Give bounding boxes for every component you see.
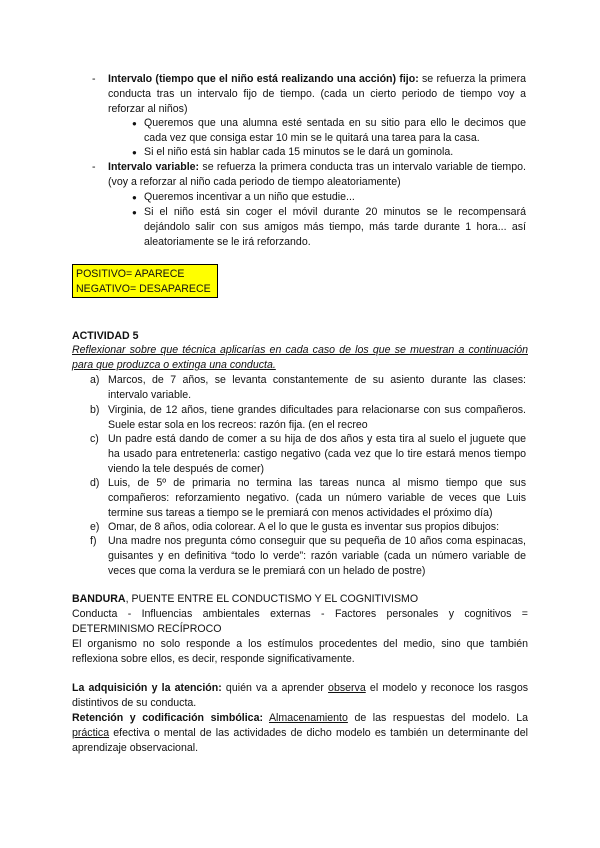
activity-item: Luis, de 5º de primaria no termina las tareas nunca al mismo tiempo que sus compañeros: reforzamiento negativo. (cada un número variable de veces que Luis termine sus tareas a tiempo se le premiará con menos actividades el próximo día) xyxy=(108,477,526,519)
dash-bullet: - xyxy=(92,161,96,173)
item-label: b) xyxy=(90,404,100,416)
dash-bullet: - xyxy=(92,73,96,85)
sub-item: Queremos que una alumna esté sentada en su sitio para ello le decimos que cada vez que consiga estar 10 min se le quitará una tarea para la casa. xyxy=(144,117,526,144)
highlight-box xyxy=(72,264,218,298)
bandura-name: BANDURA xyxy=(72,593,126,605)
retencion-text-end: efectiva o mental de las actividades de dicho modelo es también un determinante del aprendizaje observacional. xyxy=(72,726,528,754)
bullet-text: se refuerza la primera conducta tras un intervalo fijo de tiempo. (cada un cierto periodo de tiempo voy a reforzar al niños) xyxy=(108,73,526,115)
box-line-positivo: POSITIVO= APARECE xyxy=(76,268,185,280)
dot-bullet: ● xyxy=(132,148,137,157)
bandura-determinismo: Conducta - Influencias ambientales externas - Factores personales y cognitivos = DETERMINISMO RECÍPROCO xyxy=(72,608,528,635)
bandura-heading xyxy=(72,592,528,607)
adquisicion-text-end: el modelo y reconoce los rasgos distintivos de su conducta. xyxy=(72,682,529,709)
item-label: a) xyxy=(90,374,100,386)
activity-instruction: Reflexionar sobre que técnica aplicarías en cada caso de los que se muestran a continuación para que produzca o extinga una conducta. xyxy=(72,344,528,371)
adquisicion-text: quién va a aprender xyxy=(221,682,329,694)
adquisicion-paragraph xyxy=(72,681,528,711)
dot-bullet: ● xyxy=(132,119,137,128)
activity-item: Marcos, de 7 años, se levanta constantemente de su asiento durante las clases: intervalo variable. xyxy=(108,374,526,401)
sub-item: Si el niño está sin coger el móvil durante 20 minutos se le recompensará dejándolo salir con sus amigos más tiempo, más tarde durante 1 hora... así aleatoriamente se le irá reforzando. xyxy=(144,206,526,248)
activity-title: ACTIVIDAD 5 xyxy=(72,330,139,342)
bullet-title: Intervalo (tiempo que el niño está realizando una acción) fijo: xyxy=(108,73,419,85)
observa-underlined: observa xyxy=(328,682,366,694)
dot-bullet: ● xyxy=(132,208,137,217)
sub-item: Queremos incentivar a un niño que estudie... xyxy=(144,191,355,203)
practica-underlined: práctica xyxy=(72,726,110,739)
bullet-text: se refuerza la primera conducta tras un intervalo variable de tiempo. (voy a reforzar al niño cada periodo de tiempo aleatoriamente) xyxy=(108,161,526,188)
bandura-heading-rest: , PUENTE ENTRE EL CONDUCTISMO Y EL COGNITIVISMO xyxy=(125,593,419,605)
adquisicion-title: La adquisición y la atención: xyxy=(72,682,222,694)
sub-item: Si el niño está sin hablar cada 15 minutos se le dará un gominola. xyxy=(144,146,454,158)
activity-item: Una madre nos pregunta cómo conseguir que su pequeña de 10 años coma espinacas, guisantes y en definitiva “todo lo verde”: razón variable (cada un número variable de veces que coma la verdura se le premiará con un helado de postre) xyxy=(108,535,526,577)
activity-item: Omar, de 8 años, odia colorear. A el lo que le gusta es inventar sus propios dibujos: xyxy=(108,521,500,533)
bullet-title: Intervalo variable: xyxy=(108,161,200,173)
bandura-paragraph: El organismo no solo responde a los estímulos procedentes del medio, sino que también reflexiona sobre ellos, es decir, responde significativamente. xyxy=(72,638,528,665)
activity-item: Un padre está dando de comer a su hija de dos años y esta tira al suelo el juguete que ha usado para entretenerla: castigo negativo (cada vez que lo tire estará menos tiempo viendo la tele después de comer) xyxy=(108,433,526,475)
item-label: e) xyxy=(90,521,100,533)
bullet-intervalo-fijo xyxy=(108,72,526,116)
retencion-title: Retención y codificación simbólica: xyxy=(72,712,263,724)
item-label: f) xyxy=(90,535,97,547)
bullet-intervalo-variable xyxy=(108,160,526,190)
item-label: d) xyxy=(90,477,100,489)
item-label: c) xyxy=(90,433,99,445)
retencion-text: de las respuestas del modelo. La xyxy=(347,712,529,724)
almacenamiento-underlined: Almacenamiento xyxy=(268,712,348,724)
activity-item: Virginia, de 12 años, tiene grandes dificultades para relacionarse con sus compañeros. Suele estar sola en los recreos: razón fija. (en el recreo xyxy=(108,404,526,431)
dot-bullet: ● xyxy=(132,193,137,202)
retencion-paragraph xyxy=(72,711,528,755)
box-line-negativo: NEGATIVO= DESAPARECE xyxy=(76,282,211,295)
